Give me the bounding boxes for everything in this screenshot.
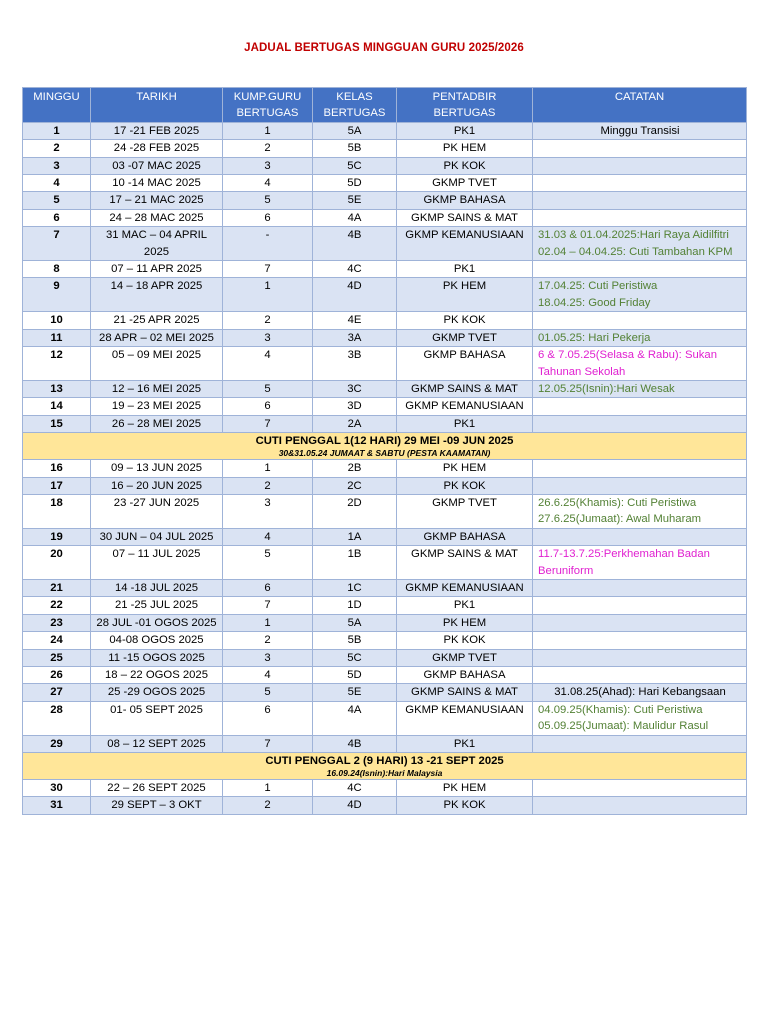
catatan-note: 27.6.25(Jumaat): Awal Muharam xyxy=(538,513,702,526)
cell-catatan xyxy=(533,380,747,397)
cell-kump-guru: 1 xyxy=(223,460,313,477)
cell-tarikh: 24 -28 FEB 2025 xyxy=(91,140,223,157)
cell-kelas: 2A xyxy=(313,415,397,432)
cell-catatan xyxy=(533,415,747,432)
cell-catatan xyxy=(533,157,747,174)
cell-kelas: 5E xyxy=(313,192,397,209)
cell-tarikh: 07 – 11 APR 2025 xyxy=(91,261,223,278)
cell-kelas: 3D xyxy=(313,398,397,415)
cell-minggu: 31 xyxy=(23,797,91,814)
catatan-note: 31.08.25(Ahad): Hari Kebangsaan xyxy=(554,686,726,699)
cell-kump-guru: 1 xyxy=(223,780,313,797)
cell-minggu: 4 xyxy=(23,175,91,192)
cell-minggu: 20 xyxy=(23,546,91,580)
cell-catatan xyxy=(533,632,747,649)
table-row xyxy=(23,649,747,666)
cell-catatan xyxy=(533,278,747,312)
cell-tarikh: 24 – 28 MAC 2025 xyxy=(91,209,223,226)
cell-tarikh: 01- 05 SEPT 2025 xyxy=(91,701,223,735)
cell-catatan xyxy=(533,528,747,545)
cell-minggu: 21 xyxy=(23,579,91,596)
table-row xyxy=(23,684,747,701)
cell-kelas: 5D xyxy=(313,175,397,192)
cell-minggu: 19 xyxy=(23,528,91,545)
holiday-break-title: CUTI PENGGAL 1(12 HARI) 29 MEI -09 JUN 2025 xyxy=(255,435,514,448)
table-row xyxy=(23,175,747,192)
catatan-note: 11.7-13.7.25:Perkhemahan Badan Beruniform xyxy=(538,548,710,577)
cell-pentadbir: PK KOK xyxy=(397,632,533,649)
cell-kump-guru: 4 xyxy=(223,667,313,684)
cell-kelas: 4A xyxy=(313,701,397,735)
cell-minggu: 30 xyxy=(23,780,91,797)
cell-catatan xyxy=(533,546,747,580)
catatan-note: 04.09.25(Khamis): Cuti Peristiwa xyxy=(538,703,703,716)
cell-catatan xyxy=(533,780,747,797)
table-row xyxy=(23,667,747,684)
cell-kelas: 4B xyxy=(313,735,397,752)
cell-kump-guru: 2 xyxy=(223,477,313,494)
table-header-row xyxy=(23,88,747,123)
catatan-note: 31.03 & 01.04.2025:Hari Raya Aidilfitri xyxy=(538,229,729,242)
cell-catatan xyxy=(533,649,747,666)
cell-tarikh: 05 – 09 MEI 2025 xyxy=(91,347,223,381)
cell-kelas: 4B xyxy=(313,227,397,261)
cell-minggu: 10 xyxy=(23,312,91,329)
cell-kump-guru: 3 xyxy=(223,329,313,346)
cell-minggu: 23 xyxy=(23,614,91,631)
cell-catatan xyxy=(533,667,747,684)
cell-kump-guru: 2 xyxy=(223,797,313,814)
cell-kump-guru: 4 xyxy=(223,347,313,381)
table-row xyxy=(23,780,747,797)
cell-pentadbir: PK1 xyxy=(397,261,533,278)
header-pentadbir: PENTADBIR BERTUGAS xyxy=(397,88,533,123)
cell-catatan xyxy=(533,175,747,192)
cell-kelas: 2B xyxy=(313,460,397,477)
cell-pentadbir: PK HEM xyxy=(397,780,533,797)
cell-kump-guru: 5 xyxy=(223,192,313,209)
cell-tarikh: 22 – 26 SEPT 2025 xyxy=(91,780,223,797)
cell-kelas: 5E xyxy=(313,684,397,701)
table-row xyxy=(23,209,747,226)
table-row xyxy=(23,701,747,735)
cell-catatan xyxy=(533,227,747,261)
cell-pentadbir: PK1 xyxy=(397,597,533,614)
table-row xyxy=(23,546,747,580)
cell-pentadbir: PK1 xyxy=(397,122,533,139)
cell-catatan xyxy=(533,209,747,226)
cell-kump-guru: 5 xyxy=(223,546,313,580)
table-row xyxy=(23,632,747,649)
cell-catatan xyxy=(533,477,747,494)
table-row xyxy=(23,597,747,614)
table-row xyxy=(23,797,747,814)
cell-tarikh: 04-08 OGOS 2025 xyxy=(91,632,223,649)
cell-pentadbir: GKMP KEMANUSIAAN xyxy=(397,398,533,415)
cell-pentadbir: GKMP SAINS & MAT xyxy=(397,546,533,580)
cell-kump-guru: 7 xyxy=(223,597,313,614)
cell-kump-guru: 2 xyxy=(223,632,313,649)
cell-minggu: 18 xyxy=(23,494,91,528)
cell-minggu: 13 xyxy=(23,380,91,397)
cell-kump-guru: 1 xyxy=(223,122,313,139)
cell-minggu: 26 xyxy=(23,667,91,684)
header-kelas: KELAS BERTUGAS xyxy=(313,88,397,123)
cell-tarikh: 25 -29 OGOS 2025 xyxy=(91,684,223,701)
cell-kelas: 5A xyxy=(313,614,397,631)
cell-pentadbir: PK KOK xyxy=(397,477,533,494)
cell-kelas: 5C xyxy=(313,649,397,666)
cell-catatan xyxy=(533,398,747,415)
cell-pentadbir: GKMP BAHASA xyxy=(397,347,533,381)
cell-pentadbir: GKMP TVET xyxy=(397,175,533,192)
table-row xyxy=(23,528,747,545)
cell-pentadbir: GKMP TVET xyxy=(397,494,533,528)
cell-pentadbir: GKMP SAINS & MAT xyxy=(397,684,533,701)
cell-pentadbir: PK HEM xyxy=(397,140,533,157)
cell-catatan xyxy=(533,192,747,209)
cell-tarikh: 31 MAC – 04 APRIL 2025 xyxy=(91,227,223,261)
table-row xyxy=(23,122,747,139)
table-row xyxy=(23,312,747,329)
cell-catatan xyxy=(533,684,747,701)
cell-pentadbir: PK KOK xyxy=(397,797,533,814)
cell-kelas: 4A xyxy=(313,209,397,226)
cell-pentadbir: GKMP TVET xyxy=(397,329,533,346)
cell-catatan xyxy=(533,460,747,477)
cell-tarikh: 23 -27 JUN 2025 xyxy=(91,494,223,528)
catatan-note: 01.05.25: Hari Pekerja xyxy=(538,331,651,344)
cell-tarikh: 29 SEPT – 3 OKT xyxy=(91,797,223,814)
cell-tarikh: 14 -18 JUL 2025 xyxy=(91,579,223,596)
cell-minggu: 27 xyxy=(23,684,91,701)
cell-minggu: 28 xyxy=(23,701,91,735)
table-row xyxy=(23,460,747,477)
cell-minggu: 25 xyxy=(23,649,91,666)
cell-kump-guru: 7 xyxy=(223,735,313,752)
table-row xyxy=(23,227,747,261)
cell-minggu: 7 xyxy=(23,227,91,261)
cell-pentadbir: GKMP KEMANUSIAAN xyxy=(397,579,533,596)
header-tarikh: TARIKH xyxy=(91,88,223,123)
cell-tarikh: 08 – 12 SEPT 2025 xyxy=(91,735,223,752)
header-catatan: CATATAN xyxy=(533,88,747,123)
cell-kump-guru: - xyxy=(223,227,313,261)
cell-tarikh: 09 – 13 JUN 2025 xyxy=(91,460,223,477)
cell-kump-guru: 6 xyxy=(223,579,313,596)
table-body xyxy=(23,122,747,814)
cell-kump-guru: 1 xyxy=(223,278,313,312)
cell-tarikh: 14 – 18 APR 2025 xyxy=(91,278,223,312)
cell-kump-guru: 7 xyxy=(223,261,313,278)
cell-tarikh: 10 -14 MAC 2025 xyxy=(91,175,223,192)
cell-kump-guru: 4 xyxy=(223,528,313,545)
catatan-note: 17.04.25: Cuti Peristiwa xyxy=(538,280,658,293)
cell-minggu: 22 xyxy=(23,597,91,614)
cell-kump-guru: 3 xyxy=(223,649,313,666)
catatan-note: 6 & 7.05.25(Selasa & Rabu): Sukan Tahunan Sekolah xyxy=(538,349,717,378)
cell-catatan xyxy=(533,347,747,381)
table-row xyxy=(23,579,747,596)
cell-kelas: 1A xyxy=(313,528,397,545)
cell-catatan xyxy=(533,312,747,329)
cell-catatan xyxy=(533,701,747,735)
cell-pentadbir: GKMP SAINS & MAT xyxy=(397,380,533,397)
catatan-note: 05.09.25(Jumaat): Maulidur Rasul xyxy=(538,720,709,733)
cell-kump-guru: 3 xyxy=(223,157,313,174)
cell-minggu: 9 xyxy=(23,278,91,312)
cell-kump-guru: 6 xyxy=(223,701,313,735)
cell-tarikh: 21 -25 JUL 2025 xyxy=(91,597,223,614)
cell-kump-guru: 4 xyxy=(223,175,313,192)
cell-minggu: 12 xyxy=(23,347,91,381)
cell-kelas: 5D xyxy=(313,667,397,684)
cell-catatan xyxy=(533,797,747,814)
cell-catatan xyxy=(533,614,747,631)
cell-tarikh: 30 JUN – 04 JUL 2025 xyxy=(91,528,223,545)
cell-tarikh: 11 -15 OGOS 2025 xyxy=(91,649,223,666)
cell-minggu: 6 xyxy=(23,209,91,226)
catatan-note: 02.04 – 04.04.25: Cuti Tambahan KPM xyxy=(538,245,733,258)
catatan-note: Minggu Transisi xyxy=(600,124,680,137)
cell-kump-guru: 5 xyxy=(223,380,313,397)
cell-kelas: 5C xyxy=(313,157,397,174)
cell-minggu: 8 xyxy=(23,261,91,278)
cell-kump-guru: 2 xyxy=(223,140,313,157)
cell-kump-guru: 6 xyxy=(223,398,313,415)
cell-catatan xyxy=(533,494,747,528)
cell-tarikh: 07 – 11 JUL 2025 xyxy=(91,546,223,580)
duty-schedule-table xyxy=(22,87,747,815)
cell-tarikh: 21 -25 APR 2025 xyxy=(91,312,223,329)
cell-pentadbir: GKMP KEMANUSIAAN xyxy=(397,701,533,735)
cell-catatan xyxy=(533,579,747,596)
cell-minggu: 5 xyxy=(23,192,91,209)
cell-pentadbir: GKMP TVET xyxy=(397,649,533,666)
cell-minggu: 3 xyxy=(23,157,91,174)
cell-kump-guru: 2 xyxy=(223,312,313,329)
cell-pentadbir: GKMP BAHASA xyxy=(397,667,533,684)
cell-minggu: 11 xyxy=(23,329,91,346)
table-row xyxy=(23,398,747,415)
holiday-break-note: 16.09.24(Isnin):Hari Malaysia xyxy=(326,768,443,779)
cell-kump-guru: 1 xyxy=(223,614,313,631)
cell-tarikh: 17 – 21 MAC 2025 xyxy=(91,192,223,209)
cell-pentadbir: PK HEM xyxy=(397,278,533,312)
cell-kelas: 3A xyxy=(313,329,397,346)
cell-tarikh: 17 -21 FEB 2025 xyxy=(91,122,223,139)
table-row xyxy=(23,347,747,381)
cell-pentadbir: GKMP BAHASA xyxy=(397,528,533,545)
cell-kump-guru: 3 xyxy=(223,494,313,528)
cell-kelas: 1C xyxy=(313,579,397,596)
cell-minggu: 14 xyxy=(23,398,91,415)
table-row xyxy=(23,140,747,157)
table-row xyxy=(23,415,747,432)
cell-pentadbir: PK HEM xyxy=(397,460,533,477)
table-row xyxy=(23,477,747,494)
cell-tarikh: 12 – 16 MEI 2025 xyxy=(91,380,223,397)
cell-kelas: 5A xyxy=(313,122,397,139)
cell-catatan xyxy=(533,597,747,614)
cell-catatan xyxy=(533,735,747,752)
cell-minggu: 1 xyxy=(23,122,91,139)
cell-kelas: 5B xyxy=(313,140,397,157)
table-row xyxy=(23,278,747,312)
cell-tarikh: 28 JUL -01 OGOS 2025 xyxy=(91,614,223,631)
holiday-break-cell xyxy=(23,753,747,780)
cell-pentadbir: PK KOK xyxy=(397,312,533,329)
catatan-note: 12.05.25(Isnin):Hari Wesak xyxy=(538,382,675,395)
cell-tarikh: 03 -07 MAC 2025 xyxy=(91,157,223,174)
cell-catatan xyxy=(533,122,747,139)
table-row xyxy=(23,380,747,397)
cell-kump-guru: 5 xyxy=(223,684,313,701)
page-title: JADUAL BERTUGAS MINGGUAN GURU 2025/2026 xyxy=(244,42,524,54)
table-row xyxy=(23,157,747,174)
cell-tarikh: 28 APR – 02 MEI 2025 xyxy=(91,329,223,346)
holiday-break-cell xyxy=(23,433,747,460)
cell-catatan xyxy=(533,329,747,346)
catatan-note: 18.04.25: Good Friday xyxy=(538,296,651,309)
cell-kelas: 4D xyxy=(313,797,397,814)
catatan-note: 26.6.25(Khamis): Cuti Peristiwa xyxy=(538,496,697,509)
cell-catatan xyxy=(533,140,747,157)
cell-pentadbir: PK KOK xyxy=(397,157,533,174)
cell-pentadbir: PK1 xyxy=(397,735,533,752)
cell-tarikh: 16 – 20 JUN 2025 xyxy=(91,477,223,494)
table-row xyxy=(23,735,747,752)
cell-pentadbir: GKMP SAINS & MAT xyxy=(397,209,533,226)
cell-tarikh: 18 – 22 OGOS 2025 xyxy=(91,667,223,684)
cell-tarikh: 19 – 23 MEI 2025 xyxy=(91,398,223,415)
cell-minggu: 16 xyxy=(23,460,91,477)
cell-tarikh: 26 – 28 MEI 2025 xyxy=(91,415,223,432)
table-row xyxy=(23,192,747,209)
header-minggu: MINGGU xyxy=(23,88,91,123)
cell-minggu: 29 xyxy=(23,735,91,752)
holiday-break-title: CUTI PENGGAL 2 (9 HARI) 13 -21 SEPT 2025 xyxy=(265,755,504,768)
table-row xyxy=(23,494,747,528)
cell-minggu: 24 xyxy=(23,632,91,649)
header-kump-guru: KUMP.GURU BERTUGAS xyxy=(223,88,313,123)
cell-kelas: 1B xyxy=(313,546,397,580)
table-row xyxy=(23,261,747,278)
table-row xyxy=(23,329,747,346)
cell-kelas: 3B xyxy=(313,347,397,381)
cell-minggu: 17 xyxy=(23,477,91,494)
cell-pentadbir: GKMP BAHASA xyxy=(397,192,533,209)
cell-minggu: 15 xyxy=(23,415,91,432)
cell-kelas: 4D xyxy=(313,278,397,312)
cell-kump-guru: 6 xyxy=(223,209,313,226)
cell-kelas: 3C xyxy=(313,380,397,397)
cell-catatan xyxy=(533,261,747,278)
cell-kelas: 4C xyxy=(313,261,397,278)
cell-kelas: 4C xyxy=(313,780,397,797)
holiday-break-row xyxy=(23,753,747,780)
cell-kelas: 2C xyxy=(313,477,397,494)
cell-kelas: 4E xyxy=(313,312,397,329)
holiday-break-note: 30&31.05.24 JUMAAT & SABTU (PESTA KAAMATAN) xyxy=(278,448,491,459)
cell-pentadbir: GKMP KEMANUSIAAN xyxy=(397,227,533,261)
cell-minggu: 2 xyxy=(23,140,91,157)
cell-kelas: 5B xyxy=(313,632,397,649)
cell-kump-guru: 7 xyxy=(223,415,313,432)
table-row xyxy=(23,614,747,631)
cell-pentadbir: PK HEM xyxy=(397,614,533,631)
cell-kelas: 2D xyxy=(313,494,397,528)
cell-pentadbir: PK1 xyxy=(397,415,533,432)
cell-kelas: 1D xyxy=(313,597,397,614)
holiday-break-row xyxy=(23,433,747,460)
